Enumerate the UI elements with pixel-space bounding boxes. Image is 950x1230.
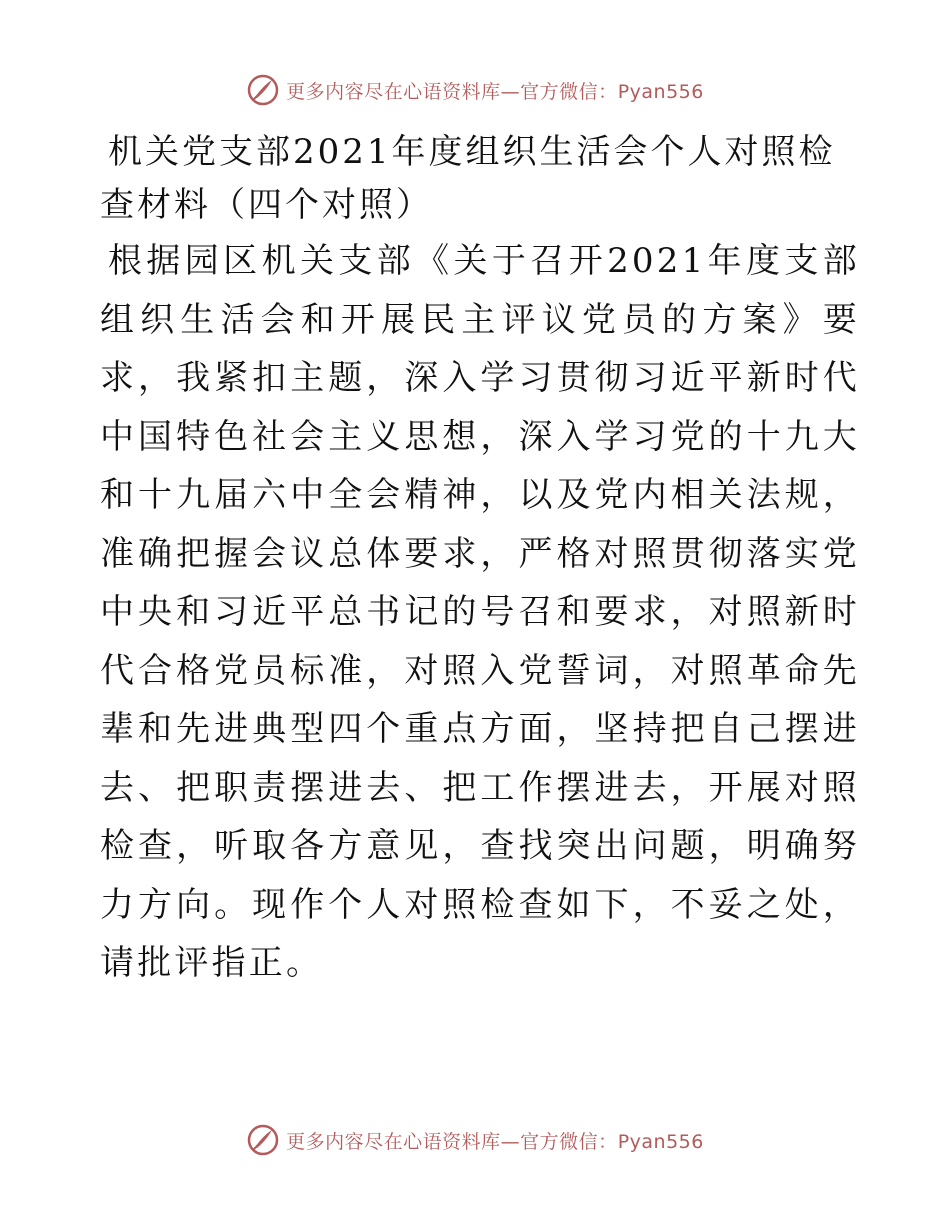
document-body-paragraph: 根据园区机关支部《关于召开2021年度支部组织生活会和开展民主评议党员的方案》要求，我紧扣主题，深入学习贯彻习近平新时代中国特色社会主义思想，深入学习党的十九大和十九届六中全会精神，以及党内相关法规，准确把握会议总体要求，严格对照贯彻落实党中央和习近平总书记的号召和要求，对照新时代合格党员标准，对照入党誓词，对照革命先辈和先进典型四个重点方面，坚持把自己摆进去、把职责摆进去、把工作摆进去，开展对照检查，听取各方意见，查找突出问题，明确努力方向。现作个人对照检查如下，不妥之处，请批评指正。: [100, 241, 860, 983]
quill-pen-logo-icon: [246, 73, 280, 107]
watermark-main-text: 更多内容尽在心语资料库: [286, 80, 501, 103]
watermark-wechat-label: 官方微信：: [520, 80, 618, 103]
header-watermark: [0, 70, 950, 110]
watermark-wechat-id: Pyan556: [617, 80, 704, 103]
watermark-main-text: 更多内容尽在心语资料库: [286, 1130, 501, 1153]
watermark-separator: —: [500, 1130, 521, 1153]
watermark-text: [286, 77, 704, 104]
watermark-wechat-label: 官方微信：: [520, 1130, 618, 1153]
watermark-separator: —: [500, 80, 521, 103]
quill-pen-logo-icon: [246, 1123, 280, 1157]
document-title: 机关党支部2021年度组织生活会个人对照检查材料（四个对照）: [100, 132, 836, 225]
watermark-wechat-id: Pyan556: [617, 1130, 704, 1153]
watermark-text: [286, 1127, 704, 1154]
footer-watermark: [0, 1120, 950, 1160]
